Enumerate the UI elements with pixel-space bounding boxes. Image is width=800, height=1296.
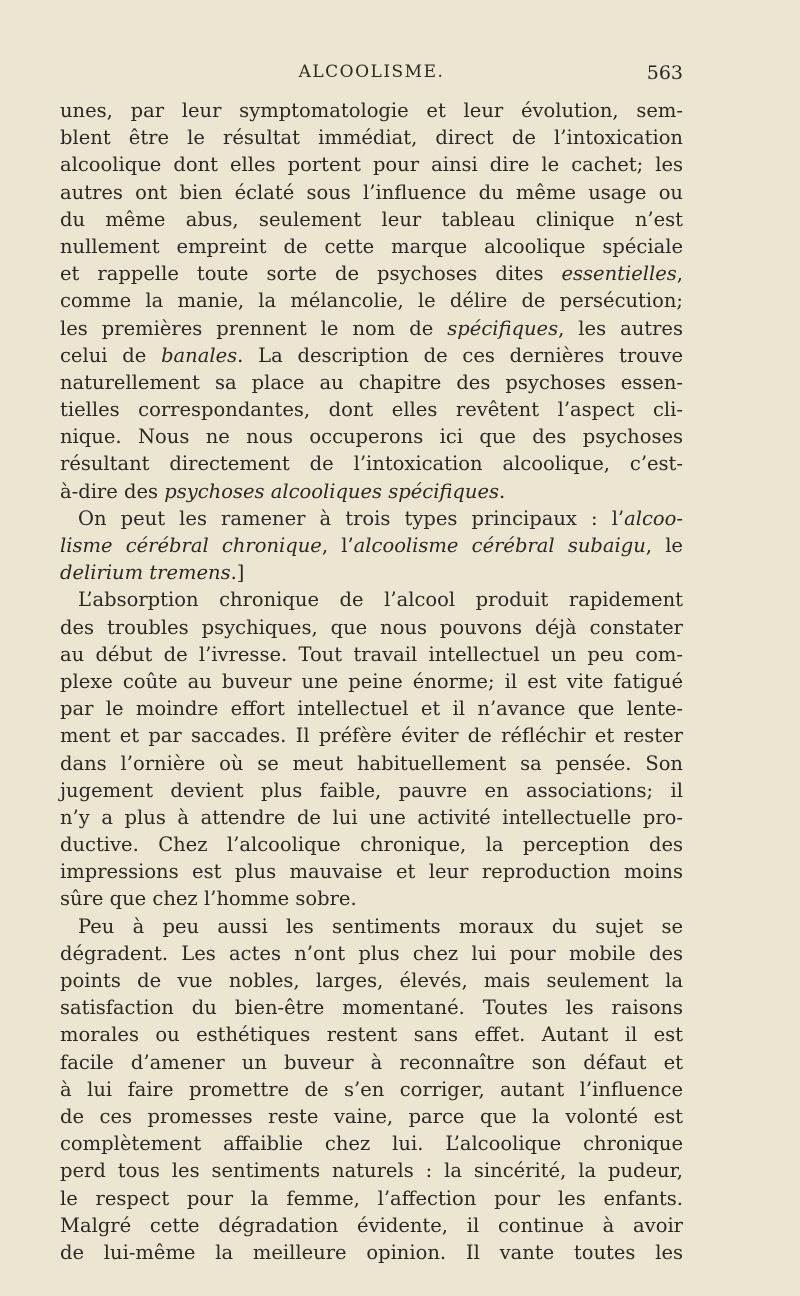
- text-segment: .]: [230, 561, 245, 585]
- text-segment: à lui faire promettre de s’en corriger, autant l’influence: [60, 1077, 683, 1101]
- text-line: [60, 532, 683, 559]
- text-line: [60, 315, 683, 342]
- text-line: [60, 913, 683, 940]
- text-segment: résultant directement de l’intoxication alcoolique, c’est-: [60, 452, 683, 476]
- text-segment: du même abus, seulement leur tableau clinique n’est: [60, 207, 683, 231]
- text-line: [60, 1157, 683, 1184]
- text-segment: unes, par leur symptomatologie et leur évolution, sem-: [60, 99, 683, 122]
- text-line: [60, 614, 683, 641]
- text-segment: nullement empreint de cette marque alcoolique spéciale: [60, 234, 683, 258]
- text-line: [60, 260, 683, 287]
- text-line: [60, 478, 683, 505]
- text-segment: , l’: [321, 534, 354, 557]
- text-line: [60, 668, 683, 695]
- text-line: [60, 206, 683, 233]
- text-segment: de ces promesses reste vaine, parce que la volonté est: [60, 1104, 683, 1128]
- text-segment: ,: [676, 262, 683, 286]
- text-segment: Peu à peu aussi les sentiments moraux du sujet se: [78, 914, 683, 938]
- text-line: [60, 940, 683, 967]
- text-line: [60, 179, 683, 206]
- text-line: [60, 559, 683, 586]
- text-line: [60, 994, 683, 1021]
- text-segment: . La description de ces dernières trouve: [237, 343, 683, 367]
- text-line: [60, 151, 683, 178]
- text-line: [60, 722, 683, 749]
- text-line: [60, 1021, 683, 1048]
- text-line: [60, 750, 683, 777]
- text-line: [60, 396, 683, 423]
- text-segment: les premières prennent le nom de: [60, 316, 448, 340]
- text-segment: Malgré cette dégradation évidente, il continue à avoir: [60, 1213, 683, 1237]
- page-number: 563: [646, 62, 683, 84]
- text-line: [60, 505, 683, 532]
- text-line: [60, 1239, 683, 1266]
- text-segment: complètement affaiblie chez lui. L’alcoolique chronique: [60, 1132, 683, 1156]
- text-segment: perd tous les sentiments naturels : la sincérité, la pudeur,: [60, 1159, 683, 1183]
- text-segment: des troubles psychiques, que nous pouvons déjà constater: [60, 615, 683, 639]
- text-line: [60, 423, 683, 450]
- text-line: [60, 97, 683, 124]
- text-segment: morales ou esthétiques restent sans effet. Autant il est: [60, 1023, 683, 1047]
- text-segment: à-dire des: [60, 479, 165, 503]
- text-segment: .: [499, 479, 506, 503]
- text-segment: et rappelle toute sorte de psychoses dites: [60, 262, 562, 286]
- text-line: [60, 1049, 683, 1076]
- text-segment: au début de l’ivresse. Tout travail intellectuel un peu com-: [60, 642, 683, 666]
- text-segment: celui de: [60, 343, 162, 367]
- text-segment: , les autres: [558, 316, 683, 340]
- page-header: [60, 62, 683, 92]
- text-segment: ment et par saccades. Il préfère éviter de réfléchir et rester: [60, 724, 683, 748]
- text-line: [60, 967, 683, 994]
- text-segment: satisfaction du bien-être momentané. Toutes les raisons: [60, 996, 683, 1020]
- text-line: [60, 804, 683, 831]
- text-line: [60, 831, 683, 858]
- text-line: [60, 1130, 683, 1157]
- text-segment: blent être le résultat immédiat, direct de l’intoxication: [60, 126, 683, 150]
- text-line: [60, 695, 683, 722]
- text-segment: facile d’amener un buveur à reconnaître son défaut et: [60, 1050, 683, 1074]
- text-line: [60, 1212, 683, 1239]
- text-line: [60, 885, 683, 912]
- text-segment: ductive. Chez l’alcoolique chronique, la perception des: [60, 833, 683, 857]
- text-segment: points de vue nobles, larges, élevés, mais seulement la: [60, 969, 683, 992]
- text-segment: tielles correspondantes, dont elles revêtent l’aspect cli-: [60, 398, 683, 422]
- text-segment: de lui-même la meilleure opinion. Il vante toutes les: [60, 1240, 683, 1264]
- text-line: [60, 233, 683, 260]
- text-segment: n’y a plus à attendre de lui une activité intellectuelle pro-: [60, 805, 683, 829]
- text-line: [60, 777, 683, 804]
- text-segment: impressions est plus mauvaise et leur reproduction moins: [60, 860, 683, 884]
- text-line: [60, 1103, 683, 1130]
- text-line: [60, 287, 683, 314]
- italic-text: banales: [161, 343, 238, 367]
- italic-text: psychoses alcooliques spécifiques: [164, 479, 500, 503]
- body-text: [60, 97, 683, 1266]
- italic-text: delirium tremens: [60, 561, 231, 585]
- text-segment: , le: [645, 534, 683, 557]
- italic-text: lisme cérébral chronique: [60, 534, 322, 557]
- text-segment: dans l’ornière où se meut habituellement sa pensée. Son: [60, 751, 683, 775]
- text-segment: autres ont bien éclaté sous l’influence du même usage ou: [60, 180, 683, 204]
- text-segment: comme la manie, la mélancolie, le délire de persécution;: [60, 289, 683, 313]
- text-segment: plexe coûte au buveur une peine énorme; il est vite fatigué: [60, 669, 683, 693]
- text-line: [60, 124, 683, 151]
- text-line: [60, 1076, 683, 1103]
- text-line: [60, 586, 683, 613]
- text-segment: par le moindre effort intellectuel et il n’avance que lente-: [60, 697, 683, 721]
- text-line: [60, 342, 683, 369]
- text-segment: On peut les ramener à trois types principaux : l’: [78, 506, 625, 530]
- text-line: [60, 641, 683, 668]
- text-segment: dégradent. Les actes n’ont plus chez lui pour mobile des: [60, 941, 683, 965]
- running-title: ALCOOLISME.: [298, 62, 445, 82]
- text-segment: alcoolique dont elles portent pour ainsi dire le cachet; les: [60, 153, 683, 177]
- text-line: [60, 1185, 683, 1212]
- italic-text: alcoo-: [624, 506, 683, 530]
- italic-text: spécifiques: [447, 316, 559, 340]
- italic-text: alcoolisme cérébral subaigu: [353, 534, 646, 557]
- text-segment: naturellement sa place au chapitre des psychoses essen-: [60, 370, 683, 394]
- text-segment: le respect pour la femme, l’affection pour les enfants.: [60, 1186, 683, 1210]
- text-line: [60, 450, 683, 477]
- text-line: [60, 369, 683, 396]
- text-segment: jugement devient plus faible, pauvre en associations; il: [60, 778, 683, 802]
- text-segment: sûre que chez l’homme sobre.: [60, 887, 357, 911]
- text-segment: L’absorption chronique de l’alcool produit rapidement: [78, 588, 683, 612]
- text-segment: nique. Nous ne nous occuperons ici que des psychoses: [60, 425, 683, 449]
- italic-text: essentielles: [561, 262, 677, 286]
- text-line: [60, 858, 683, 885]
